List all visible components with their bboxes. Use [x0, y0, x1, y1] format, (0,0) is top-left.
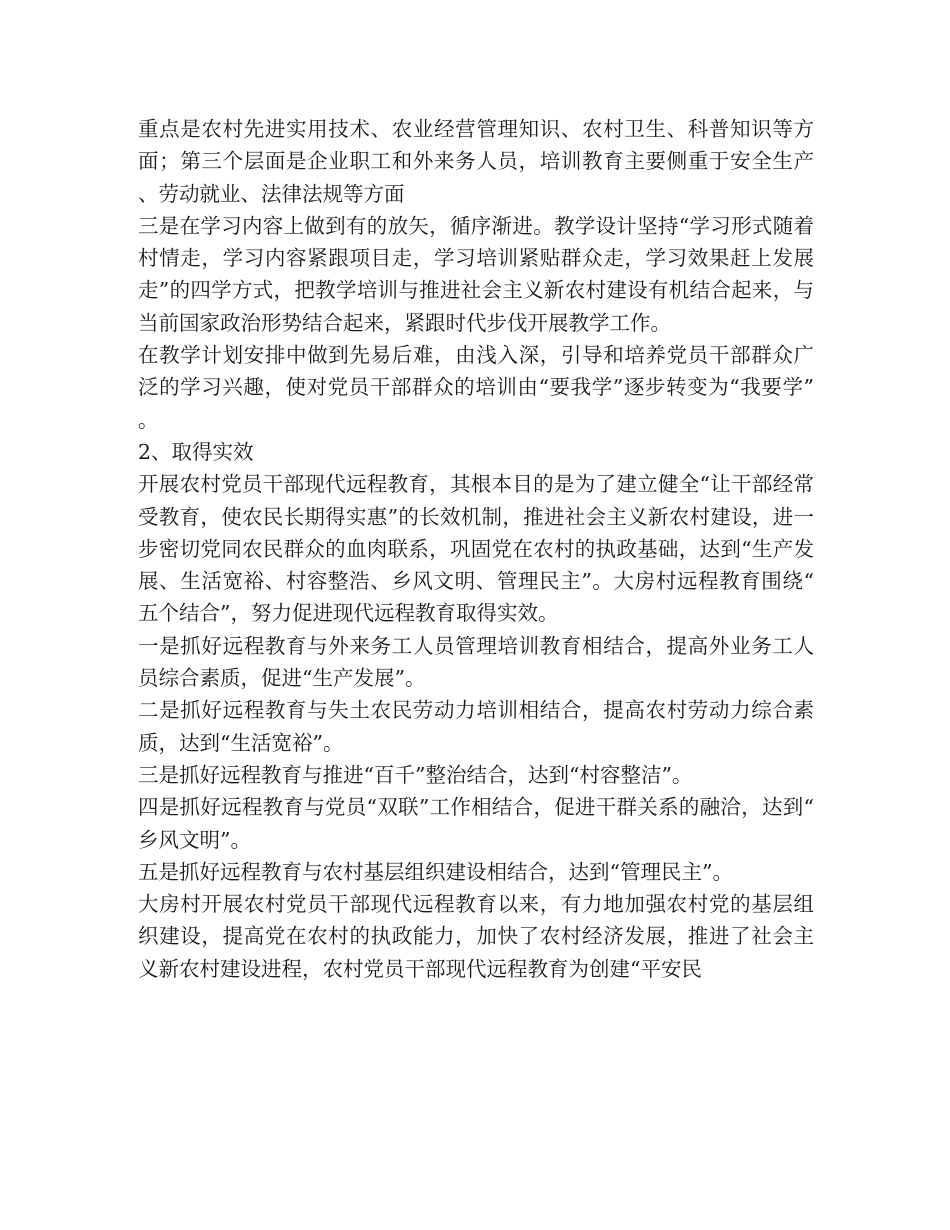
list-item-combination-5: 五是抓好远程教育与农村基层组织建设相结合，达到“管理民主”。 — [138, 859, 733, 884]
list-item-combination-2: 二是抓好远程教育与失土农民劳动力培训相结合，提高农村劳动力综合素质，达到“生活宽裕”。 — [138, 698, 814, 755]
list-item-combination-4: 四是抓好远程教育与党员“双联”工作相结合，促进干群关系的融洽，达到“乡风文明”。 — [138, 795, 814, 852]
document-body — [138, 113, 814, 985]
paragraph-summary: 大房村开展农村党员干部现代远程教育以来，有力地加强农村党的基层组织建设，提高党在农村的执政能力，加快了农村经济发展，推进了社会主义新农村建设进程，农村党员干部现代远程教育为创建“平安民 — [138, 892, 814, 981]
paragraph-purpose: 开展农村党员干部现代远程教育，其根本目的是为了建立健全“让干部经常受教育，使农民长期得实惠”的长效机制，推进社会主义新农村建设，进一步密切党同农民群众的血肉联系，巩固党在农村的执政基础，达到“生产发展、生活宽裕、村容整浩、乡风文明、管理民主”。大房村远程教育围绕“五个结合”，努力促进现代远程教育取得实效。 — [138, 472, 814, 626]
paragraph-training-focus: 重点是农村先进实用技术、农业经营管理知识、农村卫生、科普知识等方面；第三个层面是企业职工和外来务人员，培训教育主要侧重于安全生产、劳动就业、法律法规等方面 — [138, 117, 814, 206]
paragraph-teaching-plan: 在教学计划安排中做到先易后难，由浅入深，引导和培养党员干部群众广泛的学习兴趣，使对党员干部群众的培训由“要我学”逐步转变为“我要学”。 — [138, 343, 814, 432]
paragraph-learning-content: 三是在学习内容上做到有的放矢，循序渐进。教学设计坚持“学习形式随着村情走，学习内容紧跟项目走，学习培训紧贴群众走，学习效果赶上发展走”的四学方式，把教学培训与推进社会主义新农村建设有机结合起来，与当前国家政治形势结合起来，紧跟时代步伐开展教学工作。 — [138, 213, 814, 335]
list-item-combination-3: 三是抓好远程教育与推进“百千”整治结合，达到“村容整洁”。 — [138, 762, 693, 787]
list-item-combination-1: 一是抓好远程教育与外来务工人员管理培训教育相结合，提高外业务工人员综合素质，促进“生产发展”。 — [138, 633, 814, 691]
section-heading-results: 2、取得实效 — [138, 439, 254, 464]
